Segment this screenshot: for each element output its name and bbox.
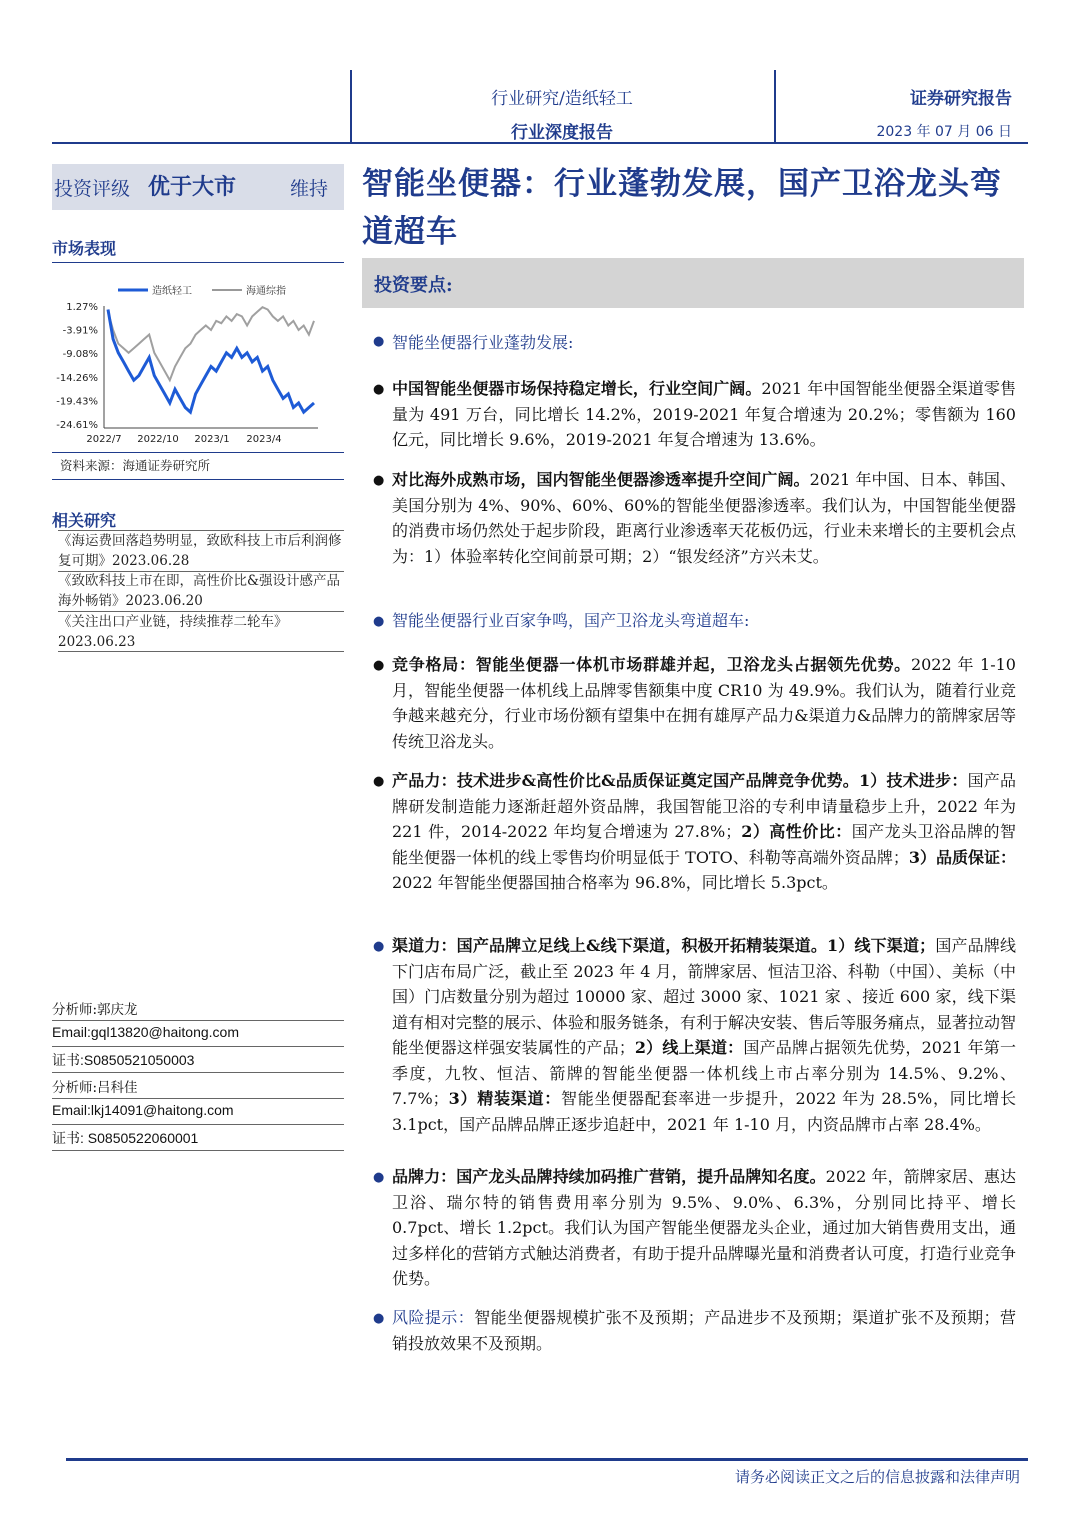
investment-rating-box: [52, 164, 344, 210]
legend-label-index: 海通综指: [246, 286, 286, 297]
market-chart: [52, 276, 344, 448]
chart-source-rule: [52, 452, 344, 453]
market-title: 市场表现: [52, 239, 117, 258]
x-axis-ticks: [86, 434, 281, 445]
analyst-cert: 证书:S0850521050003: [52, 1052, 195, 1068]
section-header: [362, 258, 1024, 308]
rating-value: 优于大市: [148, 174, 237, 200]
risk-lead: 风险提示：: [392, 1308, 475, 1327]
rating-action: 维持: [290, 178, 329, 200]
related-item[interactable]: 《海运费回落趋势明显，致欧科技上市后利润修复可期》2023.06.28: [58, 533, 342, 569]
analyst-rule: [52, 1124, 344, 1125]
analyst-email[interactable]: Email:lkj14091@haitong.com: [52, 1102, 234, 1118]
bullet-icon: ●: [373, 658, 385, 673]
y-tick-label: -3.91%: [62, 325, 98, 337]
footer-rule: [66, 1458, 1028, 1461]
analyst-name: 分析师:郭庆龙: [52, 1002, 138, 1018]
analyst-rule: [52, 1046, 344, 1047]
analyst-rule: [52, 1020, 344, 1021]
related-title: 相关研究: [52, 511, 117, 530]
x-tick-label: 2023/1: [194, 434, 230, 445]
bullet-icon: ●: [373, 473, 385, 488]
analyst-rule: [52, 1098, 344, 1099]
bullet-icon: ●: [373, 939, 385, 954]
point-lead: 渠道力：国产品牌立足线上&线下渠道，积极开拓精装渠道。: [392, 936, 827, 955]
analyst-rule: [52, 1150, 344, 1151]
point-body: 国产品牌占据领先优势，2021 年第一季度，九牧、恒洁、箭牌的智能坐便器一体机线上市占率分别为 14.5%、9.2%、7.7%；: [392, 1038, 1016, 1108]
bullet-icon: ●: [373, 382, 385, 397]
point-lead: 中国智能坐便器市场保持稳定增长，行业空间广阔。: [392, 379, 762, 398]
bullet-icon: ●: [373, 1170, 385, 1185]
analyst-email[interactable]: Email:gql13820@haitong.com: [52, 1024, 239, 1040]
report-date: 2023 年 07 月 06 日: [876, 124, 1012, 140]
analyst-cert: 证书: S0850522060001: [52, 1130, 199, 1146]
bullet-icon: ●: [373, 774, 385, 789]
point-brand: [392, 1164, 1016, 1292]
chart-source: 资料来源：海通证券研究所: [60, 458, 211, 473]
chart-source-rule-bottom: [52, 479, 344, 480]
y-tick-label: -9.08%: [62, 349, 98, 361]
chart-legend: [118, 284, 286, 297]
point-competition: [392, 652, 1016, 754]
point-sub: 3）品质保证：: [908, 847, 1016, 867]
bullet-icon: ●: [373, 1311, 385, 1326]
point-body: 智能坐便器配套率进一步提升，2022 年为 28.5%，同比增长 3.1pct，国产品牌品牌正逐步追赶中，2021 年 1-10 月，内资品牌市占率 28.4%。: [392, 1089, 1016, 1134]
report-category: 行业研究/造纸轻工: [491, 89, 633, 109]
x-tick-label: 2022/7: [86, 434, 122, 445]
point-lead: 产品力：技术进步&高性价比&品质保证奠定国产品牌竞争优势。: [392, 771, 859, 790]
point-sub: 1）线下渠道；: [827, 936, 936, 955]
point-sub: 2）线上渠道：: [634, 1038, 744, 1057]
point-body: 国产品牌线下门店布局广泛，截止至 2023 年 4 月，箭牌家居、恒洁卫浴、科勒（中国）、美标（中国）门店数量分别为超过 10000 家、超过 3000 家、1021 家 、接近 600 家，线下渠道有相对完整的展示、体验和服务链条，有利于解决安装、售后等服务痛点，显著拉动智能坐便器这样强安装属性的产品；: [392, 936, 1017, 1057]
y-tick-label: -19.43%: [56, 396, 98, 408]
risk-body: 智能坐便器规模扩张不及预期；产品进步不及预期；渠道扩张不及预期；营销投放效果不及预期。: [392, 1308, 1016, 1353]
point-product: [392, 768, 1016, 896]
bullet-icon: ●: [373, 334, 385, 349]
point-body: 2021 年中国智能坐便器全渠道零售量为 491 万台，同比增长 14.2%，2019-2021 年复合增速为 20.2%；零售额为 160 亿元，同比增长 9.6%，2019-2021 年复合增速为 13.6%。: [392, 379, 1016, 449]
subheading-1: 智能坐便器行业蓬勃发展:: [392, 333, 574, 352]
report-title: 智能坐便器：行业蓬勃发展，国产卫浴龙头弯道超车: [362, 166, 1002, 250]
point-body: 2022 年 1-10 月，智能坐便器一体机线上品牌零售额集中度 CR10 为 49.9%。我们认为，随着行业竞争越来越充分，行业市场份额有望集中在拥有雄厚产品力&渠道力&品牌力的箭牌家居等传统卫浴龙头。: [392, 655, 1016, 751]
point-lead: 品牌力：国产龙头品牌持续加码推广营销，提升品牌知名度。: [392, 1167, 826, 1186]
footer-disclaimer: 请务必阅读正文之后的信息披露和法律声明: [734, 1468, 1020, 1486]
section-title: 投资要点:: [374, 275, 453, 296]
point-risk: [392, 1305, 1016, 1356]
point-market-growth: [392, 376, 1016, 453]
x-tick-label: 2022/10: [137, 434, 179, 445]
subheading-2: 智能坐便器行业百家争鸣，国产卫浴龙头弯道超车:: [392, 611, 750, 630]
series-line-industry: [108, 310, 314, 413]
point-body: 2022 年智能坐便器国抽合格率为 96.8%，同比增长 5.3pct。: [392, 873, 838, 892]
market-title-rule: [52, 262, 344, 263]
y-tick-label: -24.61%: [56, 420, 98, 431]
bullet-icon: ●: [373, 614, 385, 629]
analyst-rule: [52, 1072, 344, 1073]
y-tick-label: -14.26%: [56, 372, 98, 384]
point-body: 国产品牌研发制造能力逐渐赶超外资品牌，我国智能卫浴的专利申请量稳步上升，2022 年为 221 件，2014-2022 年均复合增速为 27.8%；: [392, 771, 1016, 841]
analyst-name: 分析师:吕科佳: [52, 1080, 138, 1096]
point-sub: 3）精装渠道：: [448, 1089, 562, 1108]
x-tick-label: 2023/4: [246, 434, 282, 445]
point-channel: [392, 933, 1016, 1137]
point-body: 2022 年，箭牌家居、惠达卫浴、瑞尔特的销售费用率分别为 9.5%、9.0%、6.3%，分别同比持平、增长 0.7pct、增长 1.2pct。我们认为国产智能坐便器龙头企业，通过加大销售费用支出，通过多样化的营销方式触达消费者，有助于提升品牌曝光量和消费者认可度，打造行业竞争优势。: [392, 1167, 1017, 1288]
document-kind: 证券研究报告: [910, 89, 1012, 109]
y-tick-label: 1.27%: [66, 302, 98, 313]
report-type: 行业深度报告: [511, 123, 613, 143]
point-body: 2021 年中国、日本、韩国、美国分别为 4%、90%、60%、60%的智能坐便器渗透率。我们认为，中国智能坐便器的消费市场仍然处于起步阶段，距离行业渗透率天花板仍远，行业未来增长的主要机会点为：1）体验率转化空间前景可期；2）“银发经济”方兴未艾。: [392, 470, 1017, 566]
point-lead: 对比海外成熟市场，国内智能坐便器渗透率提升空间广阔。: [392, 470, 810, 489]
point-sub: 2）高性价比：: [741, 822, 852, 841]
related-item[interactable]: 《致欧科技上市在即，高性价比&强设计感产品海外畅销》2023.06.20: [58, 573, 341, 609]
point-body: 国产龙头卫浴品牌的智能坐便器一体机的线上零售均价明显低于 TOTO、科勒等高端外资品牌；: [392, 822, 1016, 867]
related-item[interactable]: 《关注出口产业链，持续推荐二轮车》2023.06.23: [58, 614, 288, 650]
point-sub: 1）技术进步：: [858, 771, 968, 790]
legend-label-industry: 造纸轻工: [152, 286, 192, 297]
header-divider-right: [774, 70, 776, 142]
y-axis-ticks: [56, 302, 98, 431]
point-penetration: [392, 467, 1016, 569]
rating-label: 投资评级: [54, 178, 131, 200]
point-lead: 竞争格局：智能坐便器一体机市场群雄并起，卫浴龙头占据领先优势。: [392, 655, 911, 674]
related-rule: [58, 651, 344, 652]
